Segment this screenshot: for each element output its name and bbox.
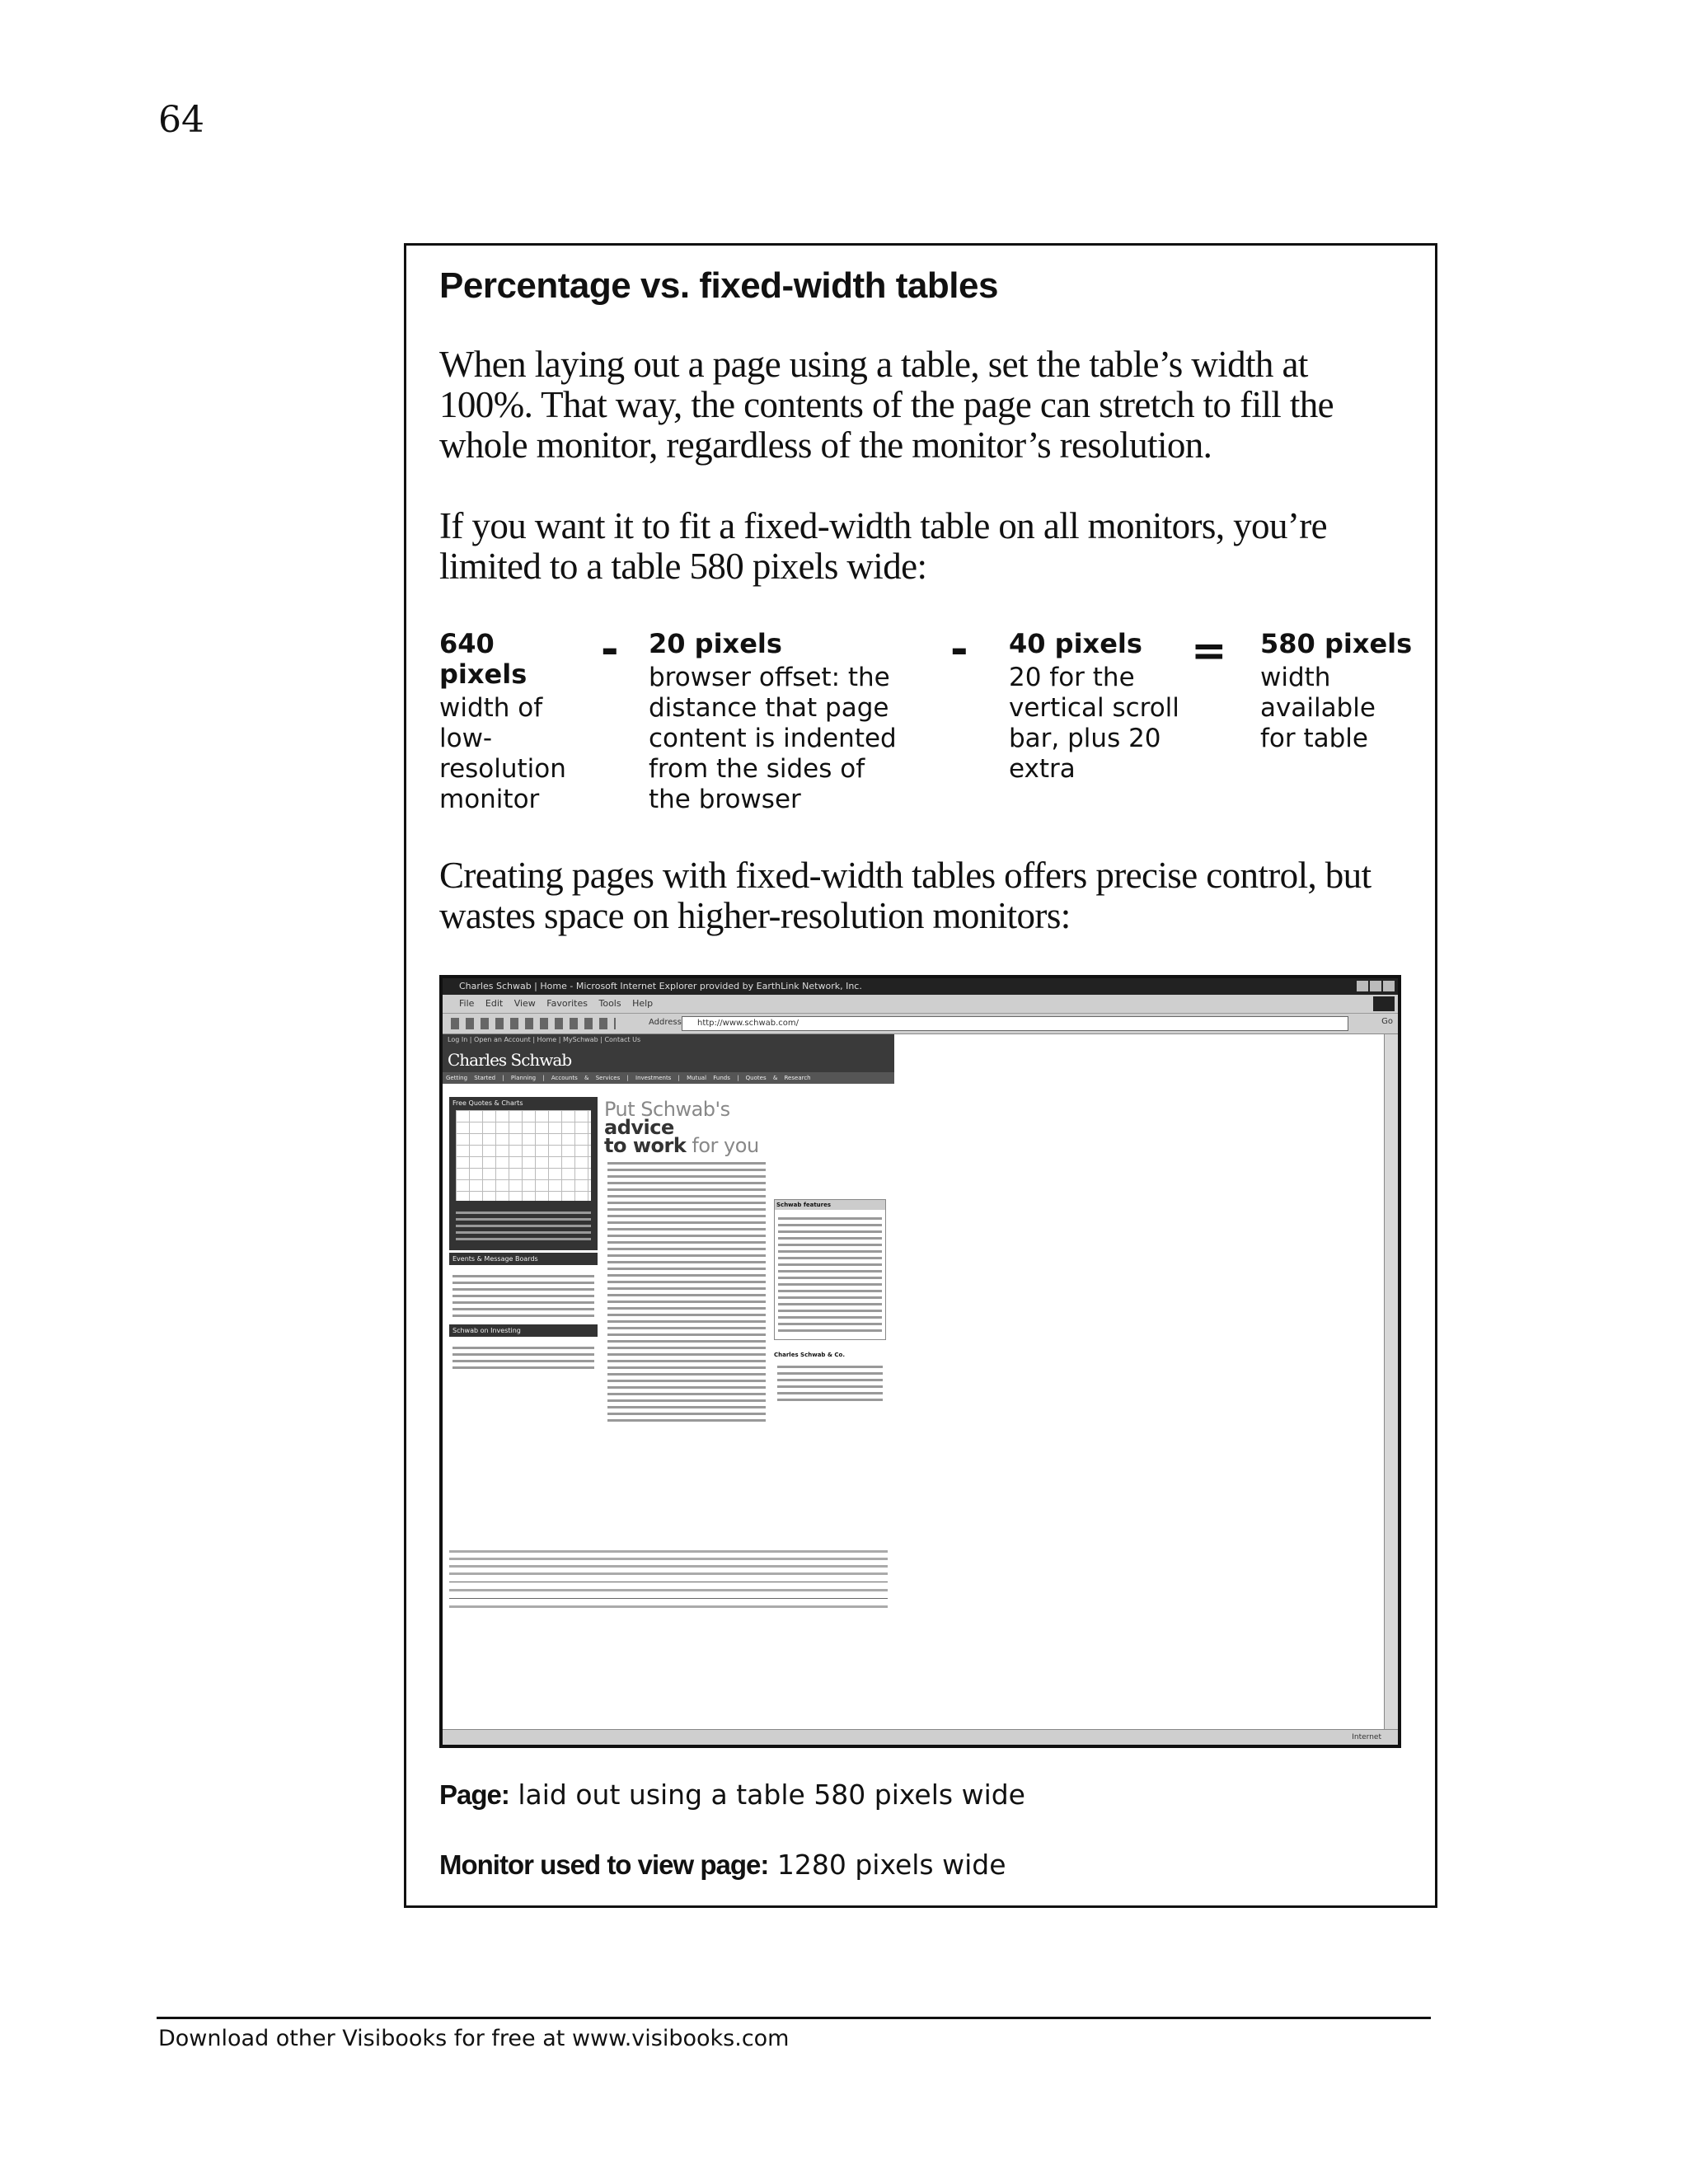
text-lines: [774, 1358, 886, 1408]
hero-text: for you: [692, 1134, 759, 1157]
close-icon: [1383, 981, 1395, 991]
menu-bar: [443, 995, 1398, 1014]
equation-term-640: [439, 629, 579, 815]
browser-toolbar: [443, 1014, 1398, 1034]
panel-title: Free Quotes & Charts: [452, 1099, 523, 1107]
text-lines: [452, 1204, 594, 1248]
status-bar: [443, 1729, 1398, 1745]
minimize-icon: [1357, 981, 1368, 991]
term-heading: 40 pixels: [1009, 628, 1142, 659]
vertical-scrollbar: [1384, 1034, 1398, 1730]
hero-text: Put Schwab's: [604, 1098, 730, 1121]
term-text: 20 for the vertical scroll bar, plus 20 extra: [1009, 663, 1179, 784]
site-right-column: [774, 1199, 886, 1408]
schwab-page: [443, 1034, 894, 1661]
site-utility-links: Log In | Open an Account | Home | MySchwab | Contact Us: [448, 1036, 641, 1043]
box-title: Percentage vs. fixed-width tables: [439, 265, 998, 306]
term-text: width available for table: [1260, 663, 1376, 753]
equation-result-580: [1260, 629, 1417, 754]
paragraph-2: If you want it to fit a fixed-width table on all monitors, you’re limited to a table 580 pixels wide:: [439, 505, 1327, 587]
paragraph-1: When laying out a page using a table, set the table’s width at 100%. That way, the contents of the page can stretch to fill the whole monitor, regardless of the monitor’s resolution.: [439, 344, 1334, 466]
term-text: browser offset: the distance that page content is indented from the sides of the browser: [649, 663, 897, 814]
window-title: Charles Schwab | Home - Microsoft Internet Explorer provided by EarthLink Network, Inc.: [459, 981, 862, 991]
hero-bold: advice: [604, 1116, 674, 1139]
term-heading: 640 pixels: [439, 628, 528, 690]
caption-value: 1280 pixels wide: [776, 1849, 1006, 1881]
text-lines: [449, 1268, 598, 1324]
go-button: Go: [1381, 1017, 1393, 1026]
caption-monitor: [439, 1849, 1006, 1881]
site-header: [443, 1034, 894, 1084]
browser-viewport: [443, 1034, 1385, 1730]
company-heading: Charles Schwab & Co.: [774, 1352, 846, 1358]
panel-title: Schwab on Investing: [452, 1327, 521, 1334]
sidebar-box: [404, 243, 1437, 1908]
footer-rule: [157, 2017, 1431, 2019]
address-bar: http://www.schwab.com/: [682, 1016, 1348, 1031]
text-lines: [604, 1155, 769, 1429]
investing-panel: [449, 1324, 598, 1337]
footer-text: Download other Visibooks for free at www.visibooks.com: [158, 2026, 790, 2051]
quotes-panel: [449, 1097, 598, 1250]
window-titlebar: [443, 978, 1398, 995]
term-text: width of low-resolution monitor: [439, 693, 566, 814]
minus-operator: -: [601, 625, 619, 674]
equals-operator: =: [1191, 626, 1227, 676]
hero-headline: [604, 1100, 769, 1155]
page-number: 64: [158, 99, 204, 141]
caption-value: laid out using a table 580 pixels wide: [518, 1779, 1025, 1811]
text-lines: [449, 1339, 598, 1376]
site-left-column: [449, 1097, 598, 1376]
caption-page: [439, 1779, 1025, 1811]
address-label: Address: [649, 1018, 682, 1027]
equation-term-40: [1009, 629, 1190, 785]
term-heading: 20 pixels: [649, 628, 782, 659]
site-logo: Charles Schwab: [448, 1050, 572, 1070]
site-footer: [449, 1545, 888, 1613]
window-buttons: [1357, 981, 1395, 991]
caption-key: Page:: [439, 1779, 509, 1810]
events-panel: [449, 1253, 598, 1265]
status-zone: Internet: [1352, 1733, 1381, 1741]
toolbar-icons: [451, 1018, 616, 1029]
maximize-icon: [1370, 981, 1381, 991]
features-box: [774, 1199, 886, 1340]
term-heading: 580 pixels: [1260, 628, 1413, 659]
browser-screenshot: [439, 975, 1401, 1748]
site-nav: Getting Started | Planning | Accounts & Services | Investments | Mutual Funds | Quotes & Research: [443, 1072, 894, 1084]
site-main-column: [604, 1100, 769, 1429]
panel-title: Events & Message Boards: [452, 1255, 538, 1263]
hero-bold: to work: [604, 1134, 687, 1157]
browser-logo-icon: [1373, 996, 1395, 1011]
text-lines: [775, 1210, 885, 1339]
minus-operator: -: [950, 625, 968, 674]
equation-term-20: [649, 629, 912, 815]
paragraph-3: Creating pages with fixed-width tables offers precise control, but wastes space on higher-resolution monitors:: [439, 855, 1372, 936]
caption-key: Monitor used to view page:: [439, 1849, 769, 1880]
mini-chart: [456, 1110, 591, 1201]
menu-items: File Edit View Favorites Tools Help: [459, 998, 654, 1009]
features-heading: Schwab features: [775, 1200, 885, 1210]
